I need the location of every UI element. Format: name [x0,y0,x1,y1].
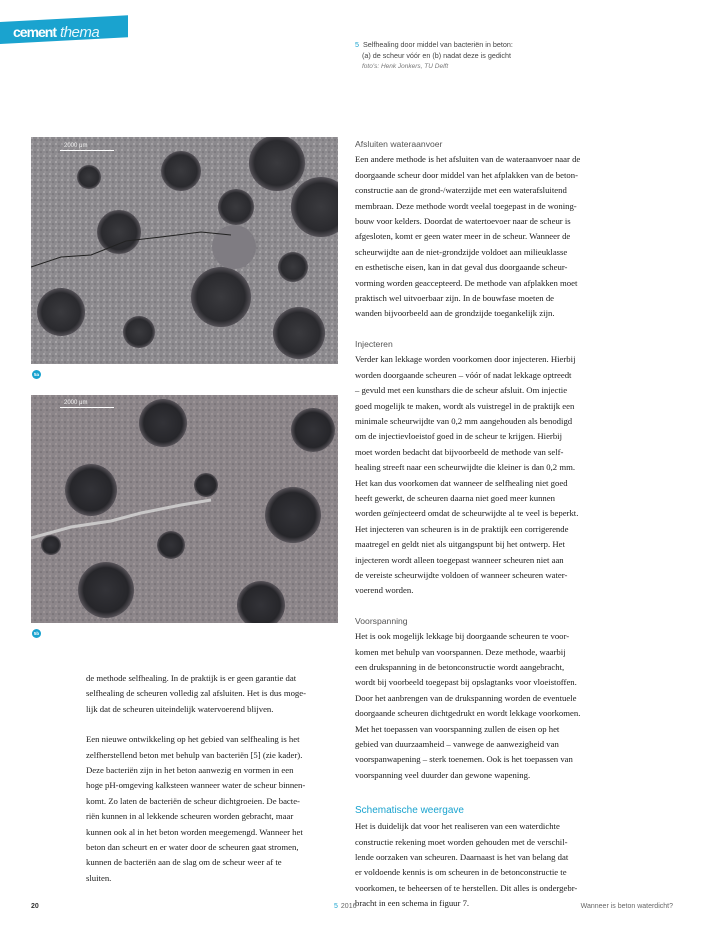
text-line: worden geïnjecteerd omdat de scheurwijdte al te veel is beperkt. [355,508,579,519]
issue-year: 2016 [340,903,357,910]
text-line: – gevuld met een kunsthars die de scheur afsluit. Om injectie [355,385,568,396]
page-footer [31,903,673,915]
text-line: kunnen ook al in het beton worden meegemengd. Wanneer het [86,826,303,837]
text-line: praktisch wel uitvoerbaar zijn. In de bouwfase moeten de [355,293,555,304]
scale-label-5a: 2000 μm [64,143,88,149]
text-line: Het is ook mogelijk lekkage bij doorgaande scheuren te voor- [355,631,570,642]
text-line: goed mogelijk te maken, wordt als vuistregel in de praktijk een [355,400,575,411]
text-line: beton dan scheurt en er water door de scheuren gaat stromen, [86,842,299,853]
issue-info [334,903,356,910]
text-line: zelfherstellend beton met behulp van bacteriën [5] (zie kader). [86,749,303,760]
caption-credit: foto's: Henk Jonkers, TU Delft [362,63,449,70]
text-line: Een andere methode is het afsluiten van de wateraanvoer naar de [355,154,581,165]
scale-bar-5b [60,407,114,408]
caption-line-2: (a) de scheur vóór en (b) nadat deze is gedicht [362,51,512,60]
section-heading-afsluiten: Afsluiten wateraanvoer [355,139,443,149]
text-line: Deze bacteriën zijn in het beton aanwezig en vormen in een [86,765,294,776]
text-line: komen met behulp van voorspannen. Deze methode, waarbij [355,646,566,657]
text-line: wanden bijvoorbeeld aan de grondzijde toegankelijk zijn. [355,308,555,319]
section-heading-injecteren: Injecteren [355,338,393,349]
text-line: riën kunnen in al lekkende scheuren worden gebracht, maar [86,811,294,822]
text-line: Het is duidelijk dat voor het realiseren van een waterdichte [355,821,560,832]
text-line: afgesloten, komt er geen water meer in de scheur. Wanneer de [355,231,571,242]
paragraph-selfhealing-guarantee [86,671,348,717]
text-line: minimale scheurwijdte van 0,2 mm aangehouden als benodigd [355,415,573,426]
text-line: Door het aanbrengen van de drukspanning worden de eventuele [355,692,577,703]
text-line: doorgaande scheuren dichtgedrukt en wordt lekkage voorkomen. [355,708,581,719]
text-line: scheurwijdte aan de niet-grondzijde voldoet aan milieuklasse [355,246,568,257]
section-heading-schematische-weergave: Schematische weergave [355,805,464,817]
issue-number: 5 [334,903,338,910]
text-line: wordt bij voorbeeld toegepast bij opslagtanks voor vloeistoffen. [355,677,577,688]
left-text-column [86,671,348,886]
paragraph-injecteren [355,352,617,599]
figure-caption [355,39,685,72]
caption-number: 5 [355,40,359,49]
text-line: er voldoende kennis is om scheuren in de betonconstructie te [355,867,567,878]
scale-bar-5a [60,150,114,151]
text-line: heeft gewerkt, de scheuren daarna niet goed meer kunnen [355,492,555,503]
text-line: een drukspanning in de betonconstructie wordt aangebracht, [355,662,565,672]
text-line: constructie aan de grond-/waterzijde met een waterafsluitend [355,185,567,196]
text-line: maatregel en geldt niet als uitgangspunt bij het ontwerp. Het [355,539,565,550]
magazine-logo [13,24,99,41]
text-line: voorspanwapening – sterk toenemen. Ook is het toepassen van [355,754,573,765]
paragraph-voorspanning [355,629,617,783]
text-line: kunnen de bacteriën aan de slag om de scheur weer af te [86,857,282,868]
text-line: Verder kan lekkage worden voorkomen door injecteren. Hierbij [355,354,576,365]
text-line: worden doorgaande scheuren – vóór of nadat lekkage optreedt [355,369,572,380]
text-line: bracht in een schema in figuur 7. [355,898,470,909]
figure-label-5a: 5a [33,372,39,377]
text-line: vorming worden geaccepteerd. De methode van afplakken moet [355,277,578,288]
logo-brand: cement [13,24,57,40]
text-line: en esthetische eisen, kan in dat geval dus doorgaande scheur- [355,262,568,273]
text-line: lijk dat de scheuren uiteindelijk watervoerend blijven. [86,703,274,714]
section-heading-voorspanning: Voorspanning [355,615,408,626]
logo-section: thema [60,24,100,41]
text-line: Een nieuwe ontwikkeling op het gebied van selfhealing is het [86,734,300,745]
right-text-column [355,137,617,912]
text-line: lende oorzaken van scheuren. Daarnaast is het van belang dat [355,852,569,863]
figure-5b-photo [31,395,338,623]
text-line: gebied van duurzaamheid – vanwege de aanwezigheid van [355,739,559,750]
paragraph-schematische-weergave [355,819,617,911]
running-title: Wanneer is beton waterdicht? [580,903,673,910]
figure-label-5b: 5b [33,631,40,636]
text-line: Het injecteren van scheuren is in de praktijk een corrigerende [355,523,569,534]
paragraph-bacteria [86,732,348,886]
text-line: voorkomen, te beheersen of te herstellen. Dit alles is ondergebr- [355,882,578,893]
text-line: om de injectievloeistof goed in de scheur te krijgen. Hierbij [355,431,562,442]
text-line: Het kan dus voorkomen dat wanneer de selfhealing niet goed [355,477,568,488]
text-line: constructie rekening moet worden gehouden met de verschil- [355,836,568,847]
text-line: membraan. Deze methode wordt veelal toegepast in de woning- [355,200,577,211]
text-line: injecteren wordt alleen toegepast wanneer scheuren niet aan [355,554,564,565]
caption-line-1: Selfhealing door middel van bacteriën in beton: [363,40,513,49]
text-line: sluiten. [86,872,112,883]
figure-5a-photo [31,137,338,364]
text-line: moet worden bedacht dat bijvoorbeeld de methode van self- [355,446,564,457]
paragraph-afsluiten [355,152,617,321]
text-line: voorspanning veel duurder dan gewone wapening. [355,769,531,780]
text-line: voerend worden. [355,585,414,596]
text-line: Met het toepassen van voorspanning zullen de eisen op het [355,723,560,734]
text-line: doorgaande scheur door middel van het afplakken van de beton- [355,169,578,180]
text-line: selfhealing de scheuren volledig zal afsluiten. Het is dus moge- [86,688,307,699]
text-line: bouw voor kelders. Doordat de watertoevoer naar de scheur is [355,216,571,227]
text-line: komt. Zo laten de bacteriën de scheur dichtgroeien. De bacte- [86,795,300,806]
text-line: de methode selfhealing. In de praktijk is er geen garantie dat [86,673,297,683]
text-line: healing streeft naar een scheurwijdte die kleiner is dan 0,2 mm. [355,462,576,473]
scale-label-5b: 2000 μm [64,400,88,406]
text-line: hoge pH-omgeving kalksteen wanneer water de scheur binnen- [86,780,306,791]
page-number: 20 [31,903,39,910]
text-line: de vereiste scheurwijdte voldoen of wanneer scheuren water- [355,569,568,580]
